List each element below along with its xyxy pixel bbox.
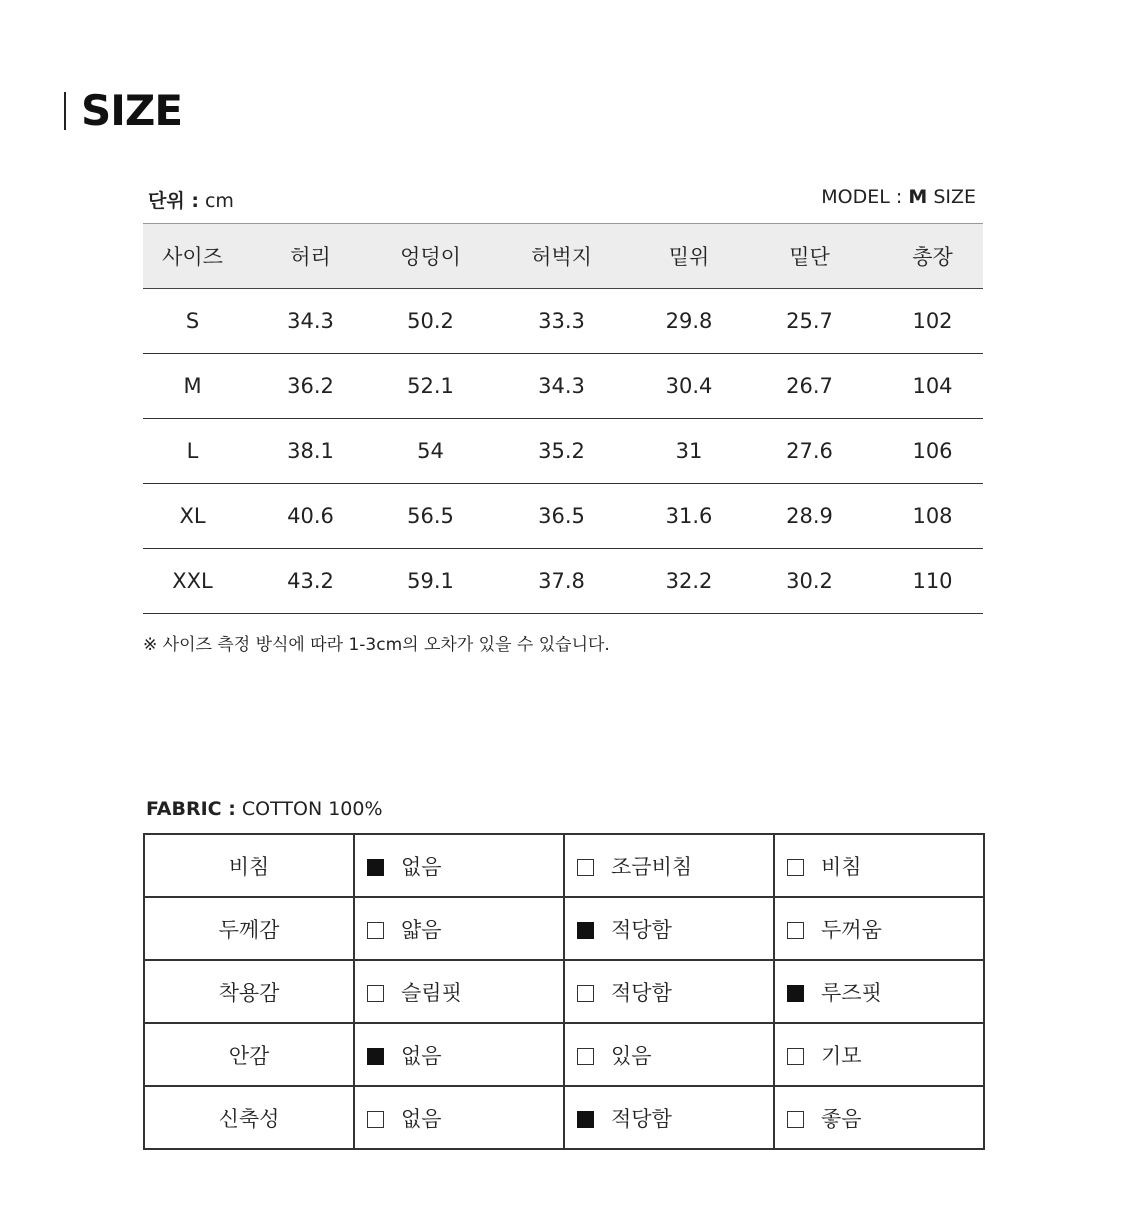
- attribute-label: 착용감: [144, 960, 354, 1023]
- thigh-cell: 33.3: [482, 289, 641, 354]
- unit-info: [148, 186, 234, 213]
- checkbox-icon: [787, 985, 804, 1002]
- size-table: [143, 223, 983, 614]
- option-label: 있음: [611, 1043, 652, 1068]
- fabric-info: [146, 798, 383, 820]
- size-table-header-row: [143, 224, 983, 289]
- option-cell: [354, 897, 564, 960]
- table-row: [143, 419, 983, 484]
- option-cell: [354, 834, 564, 897]
- size-cell: XXL: [143, 549, 242, 614]
- size-cell: S: [143, 289, 242, 354]
- option-label: 없음: [401, 854, 442, 879]
- page-title: SIZE: [81, 86, 183, 135]
- hem-cell: 25.7: [737, 289, 882, 354]
- size-cell: M: [143, 354, 242, 419]
- size-cell: XL: [143, 484, 242, 549]
- fabric-row-sheerness: [144, 834, 984, 897]
- option-cell: [354, 1023, 564, 1086]
- option-label: 슬림핏: [401, 980, 462, 1005]
- header-size: 사이즈: [143, 224, 242, 289]
- hip-cell: 50.2: [379, 289, 482, 354]
- model-size-bold: M: [908, 186, 928, 208]
- option-cell: [354, 960, 564, 1023]
- hem-cell: 26.7: [737, 354, 882, 419]
- fabric-table: [143, 833, 985, 1150]
- thigh-cell: 34.3: [482, 354, 641, 419]
- option-label: 얇음: [401, 917, 442, 942]
- rise-cell: 32.2: [641, 549, 737, 614]
- length-cell: 104: [882, 354, 983, 419]
- header-hem: 밑단: [737, 224, 882, 289]
- checkbox-icon: [367, 859, 384, 876]
- option-cell: [354, 1086, 564, 1149]
- checkbox-icon: [367, 1048, 384, 1065]
- checkbox-icon: [577, 1048, 594, 1065]
- checkbox-icon: [577, 859, 594, 876]
- attribute-label: 두께감: [144, 897, 354, 960]
- option-label: 적당함: [611, 980, 672, 1005]
- header-hip: 엉덩이: [379, 224, 482, 289]
- option-label: 적당함: [611, 917, 672, 942]
- option-cell: [564, 1023, 774, 1086]
- waist-cell: 43.2: [242, 549, 379, 614]
- checkbox-icon: [787, 922, 804, 939]
- model-label: MODEL :: [821, 186, 903, 208]
- option-label: 기모: [821, 1043, 862, 1068]
- checkbox-icon: [367, 1111, 384, 1128]
- option-cell: [774, 834, 984, 897]
- checkbox-icon: [367, 922, 384, 939]
- thigh-cell: 36.5: [482, 484, 641, 549]
- option-label: 루즈핏: [821, 980, 882, 1005]
- size-info-row: [148, 186, 976, 214]
- option-cell: [564, 960, 774, 1023]
- attribute-label: 안감: [144, 1023, 354, 1086]
- hip-cell: 59.1: [379, 549, 482, 614]
- fabric-row-thickness: [144, 897, 984, 960]
- model-size-rest: SIZE: [933, 186, 976, 208]
- checkbox-icon: [787, 1048, 804, 1065]
- option-label: 비침: [821, 854, 862, 879]
- option-cell: [564, 1086, 774, 1149]
- checkbox-icon: [787, 1111, 804, 1128]
- hem-cell: 27.6: [737, 419, 882, 484]
- checkbox-icon: [577, 922, 594, 939]
- option-cell: [564, 897, 774, 960]
- header-length: 총장: [882, 224, 983, 289]
- waist-cell: 34.3: [242, 289, 379, 354]
- option-cell: [774, 1086, 984, 1149]
- checkbox-icon: [577, 1111, 594, 1128]
- waist-cell: 36.2: [242, 354, 379, 419]
- length-cell: 106: [882, 419, 983, 484]
- waist-cell: 40.6: [242, 484, 379, 549]
- rise-cell: 31.6: [641, 484, 737, 549]
- rise-cell: 31: [641, 419, 737, 484]
- option-label: 없음: [401, 1106, 442, 1131]
- length-cell: 110: [882, 549, 983, 614]
- option-cell: [774, 1023, 984, 1086]
- unit-value: cm: [204, 190, 234, 212]
- hem-cell: 28.9: [737, 484, 882, 549]
- option-cell: [774, 897, 984, 960]
- title-accent-bar: [64, 92, 66, 130]
- option-label: 두꺼움: [821, 917, 882, 942]
- fabric-row-lining: [144, 1023, 984, 1086]
- table-row: [143, 549, 983, 614]
- rise-cell: 30.4: [641, 354, 737, 419]
- hip-cell: 56.5: [379, 484, 482, 549]
- table-row: [143, 289, 983, 354]
- hip-cell: 54: [379, 419, 482, 484]
- header-rise: 밑위: [641, 224, 737, 289]
- option-label: 조금비침: [611, 854, 693, 879]
- fabric-value: COTTON 100%: [241, 798, 383, 820]
- option-label: 없음: [401, 1043, 442, 1068]
- checkbox-icon: [367, 985, 384, 1002]
- checkbox-icon: [577, 985, 594, 1002]
- fabric-label: FABRIC :: [146, 798, 236, 820]
- rise-cell: 29.8: [641, 289, 737, 354]
- length-cell: 102: [882, 289, 983, 354]
- thigh-cell: 37.8: [482, 549, 641, 614]
- checkbox-icon: [787, 859, 804, 876]
- model-info: [821, 186, 976, 208]
- option-label: 적당함: [611, 1106, 672, 1131]
- attribute-label: 비침: [144, 834, 354, 897]
- fabric-row-stretch: [144, 1086, 984, 1149]
- hem-cell: 30.2: [737, 549, 882, 614]
- fabric-row-fit: [144, 960, 984, 1023]
- waist-cell: 38.1: [242, 419, 379, 484]
- header-thigh: 허벅지: [482, 224, 641, 289]
- unit-label: 단위 :: [148, 190, 199, 212]
- table-row: [143, 354, 983, 419]
- size-cell: L: [143, 419, 242, 484]
- length-cell: 108: [882, 484, 983, 549]
- hip-cell: 52.1: [379, 354, 482, 419]
- option-cell: [774, 960, 984, 1023]
- measurement-note: ※ 사이즈 측정 방식에 따라 1-3cm의 오차가 있을 수 있습니다.: [143, 635, 610, 655]
- thigh-cell: 35.2: [482, 419, 641, 484]
- attribute-label: 신축성: [144, 1086, 354, 1149]
- option-label: 좋음: [821, 1106, 862, 1131]
- header-waist: 허리: [242, 224, 379, 289]
- table-row: [143, 484, 983, 549]
- option-cell: [564, 834, 774, 897]
